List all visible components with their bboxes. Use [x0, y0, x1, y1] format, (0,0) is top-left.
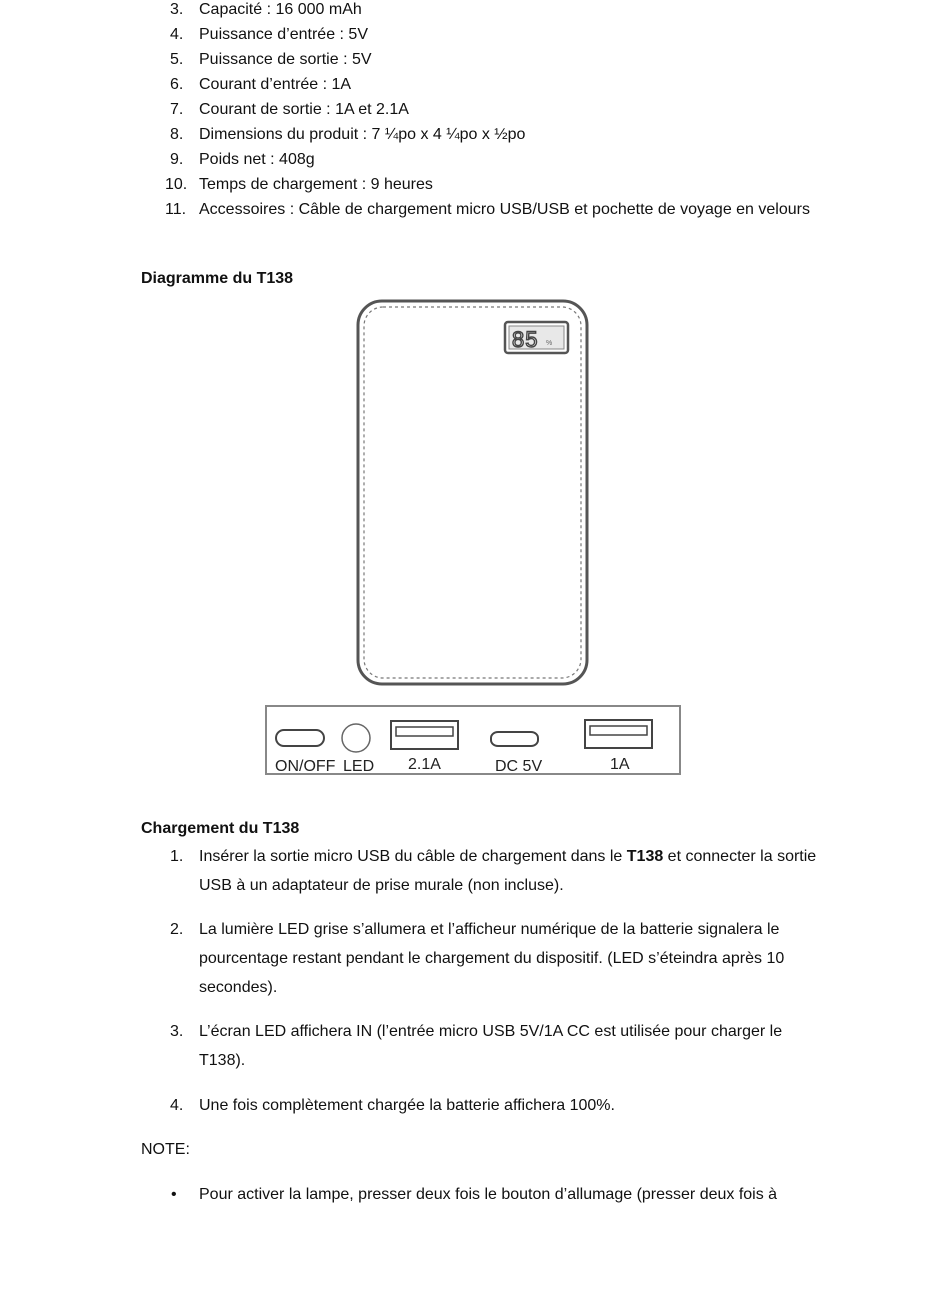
power-bank-body [358, 301, 587, 684]
step-text: Insérer la sortie micro USB du câble de chargement dans le T138 et connecter la sortie USB à un adaptateur de prise murale (non incluse). [199, 848, 817, 894]
spec-number: 8. [170, 126, 184, 143]
spec-number: 4. [170, 26, 184, 43]
charging-heading: Chargement du T138 [141, 820, 300, 837]
spec-number: 6. [170, 76, 184, 93]
bullet-icon: • [171, 1186, 177, 1203]
step-number: 4. [170, 1097, 184, 1114]
spec-number: 7. [170, 101, 184, 118]
spec-number: 11. [165, 201, 187, 218]
step-number: 1. [170, 848, 184, 865]
spec-number: 5. [170, 51, 184, 68]
dc-5v-label: DC 5V [495, 758, 543, 775]
step-text: L’écran LED affichera IN (l’entrée micro USB 5V/1A CC est utilisée pour charger le T138). [199, 1023, 783, 1069]
spec-text: Puissance de sortie : 5V [199, 51, 372, 68]
spec-number: 3. [170, 1, 184, 18]
power-bank-stitching [364, 307, 581, 678]
step-number: 2. [170, 921, 184, 938]
spec-text: Temps de chargement : 9 heures [199, 176, 433, 193]
led-label: LED [343, 758, 375, 775]
svg-text:%: % [546, 340, 553, 347]
spec-text: Dimensions du produit : 7 ¼po x 4 ¼po x ½po [199, 126, 526, 143]
spec-text: Courant d’entrée : 1A [199, 76, 352, 93]
onoff-label: ON/OFF [275, 758, 336, 775]
spec-number: 9. [170, 151, 184, 168]
diagram-heading: Diagramme du T138 [141, 270, 294, 287]
spec-text: Courant de sortie : 1A et 2.1A [199, 101, 409, 118]
micro-usb-port-icon [491, 732, 538, 746]
spec-text: Capacité : 16 000 mAh [199, 1, 362, 18]
note-text: Pour activer la lampe, presser deux fois le bouton d’allumage (presser deux fois à [199, 1186, 778, 1203]
product-name: T138 [626, 848, 664, 865]
onoff-button-icon [276, 730, 324, 746]
note-label: NOTE: [141, 1141, 190, 1158]
spec-text: Puissance d’entrée : 5V [199, 26, 368, 43]
battery-display-value: 85 [512, 327, 539, 352]
step-text: Une fois complètement chargée la batterie affichera 100%. [199, 1097, 615, 1114]
spec-number: 10. [165, 176, 188, 193]
spec-text: Poids net : 408g [199, 151, 315, 168]
usb-2-1a-label: 2.1A [408, 756, 441, 773]
step-text: La lumière LED grise s’allumera et l’afficheur numérique de la batterie signalera le pourcentage restant pendant le chargement du dispositif. (LED s’éteindra après 10 secondes). [199, 921, 785, 996]
usb-1a-label: 1A [610, 756, 630, 773]
spec-text: Accessoires : Câble de chargement micro USB/USB et pochette de voyage en velours [199, 201, 810, 218]
step-number: 3. [170, 1023, 184, 1040]
led-icon [342, 724, 370, 752]
